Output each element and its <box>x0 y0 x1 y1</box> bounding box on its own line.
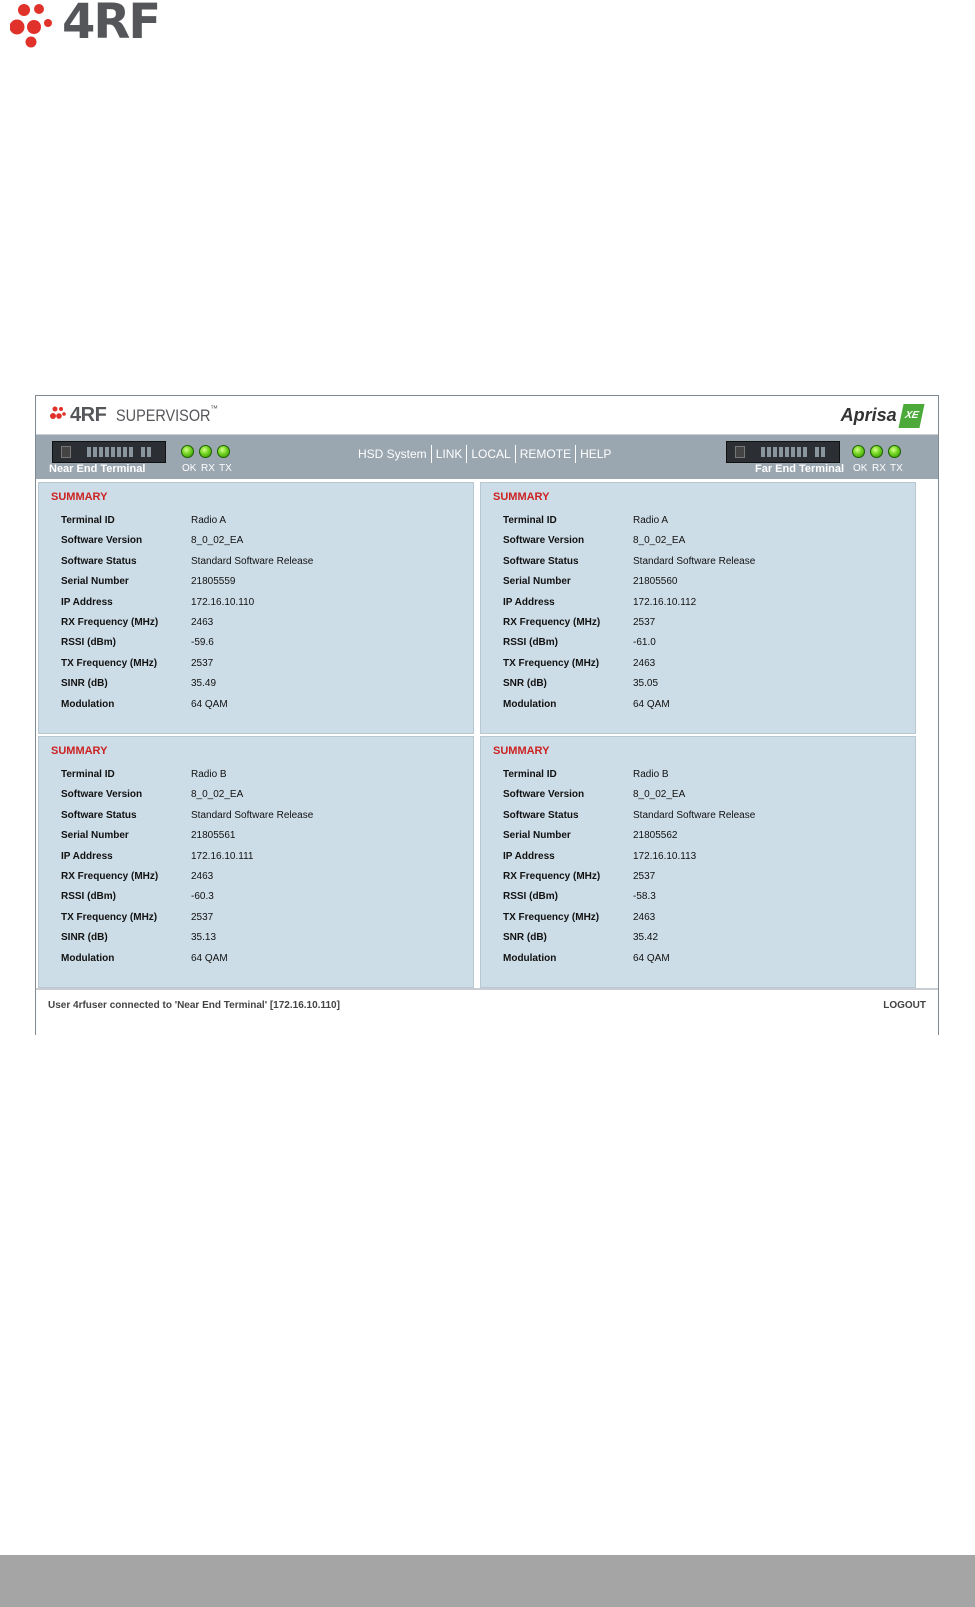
summary-value: 64 QAM <box>191 698 228 710</box>
summary-row <box>503 871 903 891</box>
supervisor-window <box>35 395 939 1035</box>
summary-label: Software Status <box>503 809 579 821</box>
summary-label: Serial Number <box>503 830 571 842</box>
near-ok-label: OK <box>182 463 197 474</box>
near-tx-led-icon <box>217 445 230 458</box>
summary-value: 2537 <box>191 657 214 669</box>
summary-value: 2537 <box>633 617 656 628</box>
summary-label: Modulation <box>61 952 115 964</box>
summary-value: 172.16.10.112 <box>633 596 697 608</box>
summary-row <box>503 769 903 789</box>
summary-row <box>503 617 903 637</box>
summary-row <box>503 678 903 698</box>
summary-label: Serial Number <box>61 830 129 842</box>
summary-panel-near-radio-a <box>38 482 474 734</box>
summary-value: 21805559 <box>191 576 236 588</box>
summary-value: Standard Software Release <box>191 555 314 567</box>
summary-value: 2463 <box>633 911 656 923</box>
summary-row <box>61 617 461 637</box>
summary-label: SINR (dB) <box>61 678 108 690</box>
logout-link[interactable]: LOGOUT <box>883 1000 926 1011</box>
summary-value: 8_0_02_EA <box>633 535 686 547</box>
far-end-terminal-label[interactable]: Far End Terminal <box>755 463 845 475</box>
summary-row <box>503 658 903 678</box>
summary-label: SNR (dB) <box>503 678 547 690</box>
summary-panels <box>36 480 938 987</box>
summary-label: RSSI (dBm) <box>61 637 116 649</box>
logo-trademark: ™ <box>210 404 218 413</box>
summary-value: 21805561 <box>191 830 236 842</box>
nav-help[interactable]: HELP <box>580 447 612 461</box>
summary-label: TX Frequency (MHz) <box>61 657 158 669</box>
summary-label: IP Address <box>503 850 555 862</box>
summary-value: 2463 <box>191 871 214 882</box>
summary-value: -61.0 <box>633 637 656 649</box>
summary-row <box>61 891 461 911</box>
far-ok-led-icon <box>852 445 865 458</box>
summary-value: 8_0_02_EA <box>633 789 686 801</box>
status-bar <box>36 988 938 1036</box>
summary-value: 64 QAM <box>633 698 670 710</box>
nav-hsd-system[interactable]: HSD System <box>358 447 427 461</box>
summary-value: 172.16.10.111 <box>191 850 254 862</box>
panel-title: SUMMARY <box>493 745 550 757</box>
summary-value: -59.6 <box>191 637 214 649</box>
summary-panel-near-radio-b <box>38 736 474 988</box>
summary-value: 21805560 <box>633 576 678 588</box>
far-tx-label: TX <box>890 463 903 474</box>
summary-label: Software Version <box>503 789 585 801</box>
summary-row <box>503 515 903 535</box>
summary-value: 21805562 <box>633 830 678 842</box>
summary-value: 2463 <box>191 617 214 628</box>
summary-label: Serial Number <box>61 576 129 588</box>
summary-label: Software Version <box>61 535 143 547</box>
panel-title: SUMMARY <box>51 745 108 757</box>
summary-value: 35.13 <box>191 932 217 944</box>
summary-value: Standard Software Release <box>191 809 314 821</box>
panel-title: SUMMARY <box>51 491 108 503</box>
summary-label: Software Status <box>61 555 137 567</box>
summary-label: Modulation <box>503 698 557 710</box>
page-footer-bar <box>0 1555 975 1607</box>
summary-row <box>61 597 461 617</box>
summary-row <box>503 953 903 973</box>
summary-value: 64 QAM <box>191 952 228 964</box>
summary-row <box>61 871 461 891</box>
summary-row <box>61 678 461 698</box>
summary-panel-far-radio-a <box>480 482 916 734</box>
summary-label: TX Frequency (MHz) <box>503 657 600 669</box>
app-header <box>36 396 938 435</box>
summary-label: Terminal ID <box>503 515 557 526</box>
summary-label: SINR (dB) <box>61 932 108 944</box>
summary-row <box>503 556 903 576</box>
summary-row <box>61 637 461 657</box>
near-rx-label: RX <box>201 463 215 474</box>
summary-value: 35.05 <box>633 678 659 690</box>
summary-value: Radio A <box>191 515 227 526</box>
nav-remote[interactable]: REMOTE <box>519 447 572 461</box>
summary-row <box>503 789 903 809</box>
summary-label: IP Address <box>503 596 555 608</box>
summary-label: RSSI (dBm) <box>61 891 116 903</box>
summary-row <box>503 576 903 596</box>
summary-row <box>61 932 461 952</box>
summary-label: TX Frequency (MHz) <box>503 911 600 923</box>
toolbar <box>36 435 938 479</box>
far-rx-label: RX <box>872 463 886 474</box>
summary-row <box>503 810 903 830</box>
summary-label: TX Frequency (MHz) <box>61 911 158 923</box>
connection-status: User 4rfuser connected to 'Near End Terminal' [172.16.10.110] <box>48 1000 340 1011</box>
summary-value: Standard Software Release <box>633 809 756 821</box>
near-end-terminal-label[interactable]: Near End Terminal <box>49 463 146 475</box>
summary-row <box>503 912 903 932</box>
4rf-mark-icon <box>10 0 60 48</box>
summary-value: Radio A <box>633 515 669 526</box>
summary-label: Modulation <box>503 952 557 964</box>
summary-label: IP Address <box>61 850 113 862</box>
summary-row <box>61 658 461 678</box>
summary-label: Software Version <box>503 535 585 547</box>
main-nav <box>354 445 615 463</box>
summary-value: -58.3 <box>633 891 656 903</box>
summary-row <box>61 556 461 576</box>
summary-label: Terminal ID <box>61 515 115 526</box>
summary-label: RX Frequency (MHz) <box>61 617 159 628</box>
nav-local[interactable]: LOCAL <box>471 447 511 461</box>
summary-label: Serial Number <box>503 576 571 588</box>
summary-row <box>61 535 461 555</box>
summary-label: RX Frequency (MHz) <box>61 871 159 882</box>
summary-label: SNR (dB) <box>503 932 547 944</box>
summary-value: -60.3 <box>191 891 214 903</box>
far-tx-led-icon <box>888 445 901 458</box>
page-logo-text: 4RF <box>62 0 160 50</box>
summary-label: Software Version <box>61 789 143 801</box>
summary-row <box>503 891 903 911</box>
4rf-mark-icon <box>50 406 68 422</box>
summary-row <box>61 810 461 830</box>
page-logo <box>10 0 190 48</box>
summary-row <box>61 699 461 719</box>
summary-row <box>503 535 903 555</box>
summary-row <box>503 597 903 617</box>
logo-brand: 4RF <box>70 404 107 426</box>
summary-row <box>61 515 461 535</box>
summary-label: Terminal ID <box>61 769 115 780</box>
summary-row <box>503 851 903 871</box>
summary-row <box>61 769 461 789</box>
summary-label: Software Status <box>61 809 137 821</box>
summary-row <box>61 953 461 973</box>
far-end-device-image[interactable] <box>726 441 840 463</box>
summary-value: 64 QAM <box>633 952 670 964</box>
summary-row <box>61 851 461 871</box>
summary-value: 2537 <box>191 911 214 923</box>
summary-value: Radio B <box>191 769 227 780</box>
summary-label: IP Address <box>61 596 113 608</box>
summary-label: Terminal ID <box>503 769 557 780</box>
near-end-device-image[interactable] <box>52 441 166 463</box>
summary-label: Modulation <box>61 698 115 710</box>
summary-value: 35.49 <box>191 678 217 690</box>
summary-label: RX Frequency (MHz) <box>503 871 601 882</box>
aprisa-logo <box>841 404 922 428</box>
summary-label: RX Frequency (MHz) <box>503 617 601 628</box>
near-ok-led-icon <box>181 445 194 458</box>
summary-value: 172.16.10.110 <box>191 596 255 608</box>
nav-link[interactable]: LINK <box>435 447 463 461</box>
summary-row <box>61 789 461 809</box>
summary-value: 2537 <box>633 871 656 882</box>
summary-value: 172.16.10.113 <box>633 850 697 862</box>
summary-row <box>503 699 903 719</box>
far-rx-led-icon <box>870 445 883 458</box>
far-ok-label: OK <box>853 463 868 474</box>
aprisa-name: Aprisa <box>840 405 897 425</box>
summary-value: 8_0_02_EA <box>191 789 244 801</box>
summary-row <box>503 932 903 952</box>
summary-row <box>503 830 903 850</box>
summary-value: 8_0_02_EA <box>191 535 244 547</box>
near-tx-label: TX <box>219 463 232 474</box>
summary-row <box>61 830 461 850</box>
summary-label: RSSI (dBm) <box>503 637 558 649</box>
summary-value: 2463 <box>633 657 656 669</box>
aprisa-badge: XE <box>898 404 924 428</box>
summary-value: 35.42 <box>633 932 659 944</box>
summary-label: RSSI (dBm) <box>503 891 558 903</box>
summary-label: Software Status <box>503 555 579 567</box>
logo-product: SUPERVISOR <box>116 406 211 425</box>
summary-value: Standard Software Release <box>633 555 756 567</box>
summary-row <box>61 912 461 932</box>
summary-row <box>61 576 461 596</box>
summary-value: Radio B <box>633 769 669 780</box>
panel-title: SUMMARY <box>493 491 550 503</box>
summary-row <box>503 637 903 657</box>
summary-panel-far-radio-b <box>480 736 916 988</box>
near-rx-led-icon <box>199 445 212 458</box>
